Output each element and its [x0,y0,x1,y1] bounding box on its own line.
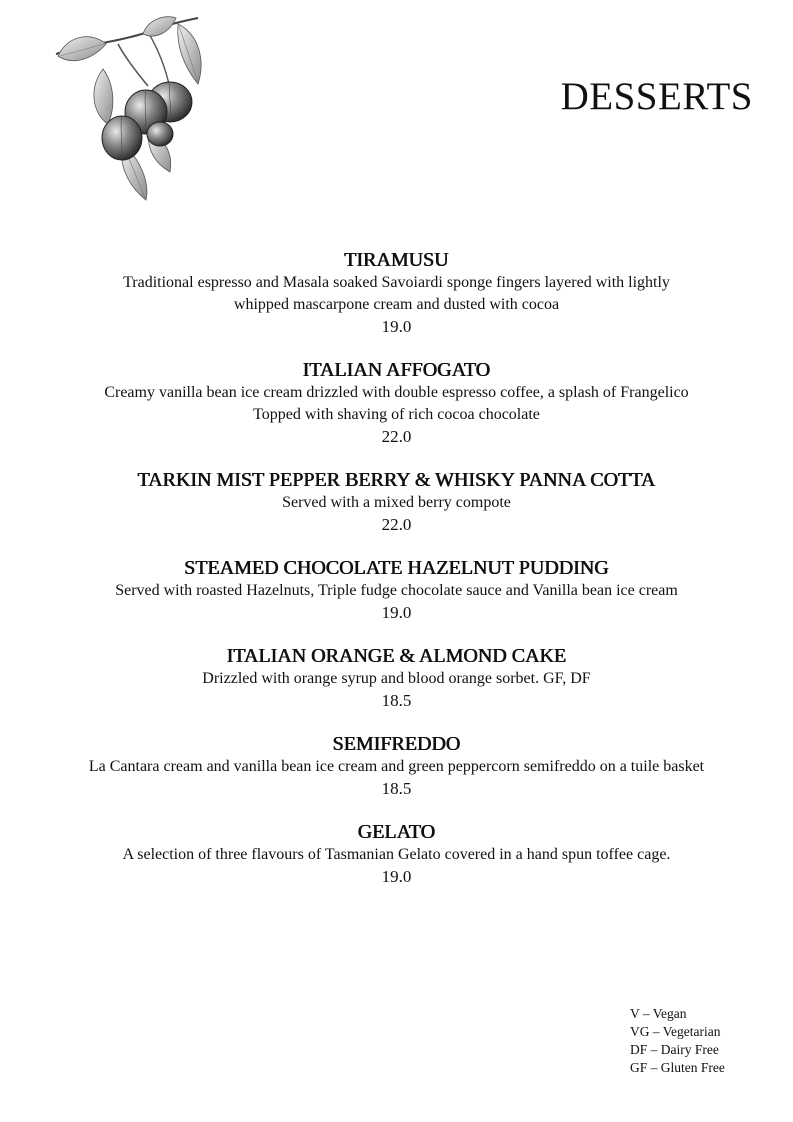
legend-entry: VG – Vegetarian [630,1024,721,1039]
item-price: 18.5 [381,691,412,710]
item-name: SEMIFREDDO [332,733,461,755]
dessert-menu [0,248,793,908]
item-description-line: Creamy vanilla bean ice cream drizzled with double espresso coffee, a splash of Frangelico [104,384,689,401]
item-name: TARKIN MIST PEPPER BERRY & WHISKY PANNA COTTA [137,469,656,491]
plum-branch-illustration [48,14,208,206]
item-description-line: Traditional espresso and Masala soaked Savoiardi sponge fingers layered with lightly [123,274,670,291]
item-name: TIRAMUSU [344,249,449,271]
item-description-line: whipped mascarpone cream and dusted with cocoa [233,296,560,313]
item-price: 22.0 [381,515,412,534]
menu-item [0,556,793,624]
item-price: 19.0 [381,317,412,336]
item-description-line: Drizzled with orange syrup and blood orange sorbet. GF, DF [202,670,591,687]
dietary-legend [630,1005,725,1077]
menu-item [0,468,793,536]
item-name: ITALIAN ORANGE & ALMOND CAKE [226,645,567,667]
item-price: 18.5 [381,779,412,798]
item-name: STEAMED CHOCOLATE HAZELNUT PUDDING [184,557,609,579]
item-price: 22.0 [381,427,412,446]
item-price: 19.0 [381,867,412,886]
legend-entry: GF – Gluten Free [630,1060,725,1075]
legend-entry: V – Vegan [630,1006,687,1021]
menu-item [0,732,793,800]
item-name: ITALIAN AFFOGATO [302,359,491,381]
page-title: DESSERTS [560,75,753,118]
item-description-line: Topped with shaving of rich cocoa chocolate [253,406,540,423]
item-description-line: A selection of three flavours of Tasmanian Gelato covered in a hand spun toffee cage. [122,846,671,863]
item-description-line: Served with a mixed berry compote [282,494,511,511]
menu-item [0,358,793,448]
menu-item [0,248,793,338]
legend-entry: DF – Dairy Free [630,1042,719,1057]
item-name: GELATO [357,821,436,843]
item-description-line: La Cantara cream and vanilla bean ice cream and green peppercorn semifreddo on a tuile basket [88,758,705,775]
item-price: 19.0 [381,603,412,622]
menu-item [0,820,793,888]
item-description-line: Served with roasted Hazelnuts, Triple fudge chocolate sauce and Vanilla bean ice cream [115,582,678,599]
menu-item [0,644,793,712]
